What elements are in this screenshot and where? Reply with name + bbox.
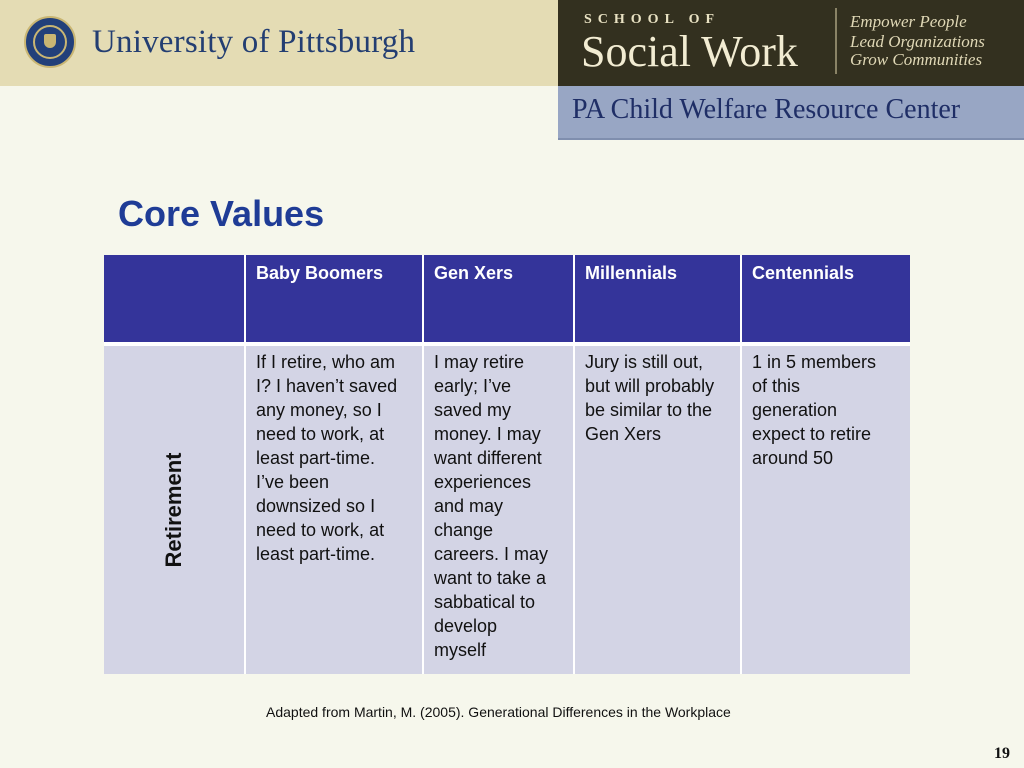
cell-line: be similar to the <box>585 400 713 420</box>
cell-line: saved my <box>434 400 512 420</box>
tagline-line-2: Lead Organizations <box>850 32 985 51</box>
cell-line: expect to retire <box>752 424 872 444</box>
university-name: University of Pittsburgh <box>92 24 416 60</box>
cell-line: Jury is still out, <box>585 352 704 372</box>
cell-line: change <box>434 520 494 540</box>
source-citation: Adapted from Martin, M. (2005). Generational Differences in the Workplace <box>266 704 731 720</box>
row-label: Retirement <box>161 452 186 568</box>
cell-line: early; I’ve <box>434 376 512 396</box>
cell-line: If I retire, who am <box>256 352 396 372</box>
slide-title: Core Values <box>118 193 325 234</box>
row-header-retirement <box>104 346 244 674</box>
core-values-table <box>104 255 910 674</box>
page-number: 19 <box>994 745 1010 762</box>
tagline-line-1: Empower People <box>850 12 967 31</box>
cell-baby-boomers-retirement <box>246 346 422 674</box>
school-of-label: SCHOOL OF <box>584 12 721 27</box>
header-corner-cell <box>104 255 244 342</box>
cell-line: want different <box>434 448 542 468</box>
cell-line: around 50 <box>752 448 834 468</box>
cell-line: 1 in 5 members <box>752 352 877 372</box>
cell-line: and may <box>434 496 504 516</box>
cell-line: I? I haven’t saved <box>256 376 398 396</box>
column-header-baby-boomers: Baby Boomers <box>246 255 422 342</box>
cell-line: least part-time. <box>256 544 376 564</box>
university-seal-icon <box>24 16 76 68</box>
cell-line: myself <box>434 640 487 660</box>
cell-line: any money, so I <box>256 400 382 420</box>
social-work-label: Social Work <box>581 27 798 76</box>
cell-line: of this <box>752 376 801 396</box>
banner-divider <box>835 8 837 74</box>
cell-line: need to work, at <box>256 424 385 444</box>
column-header-gen-xers: Gen Xers <box>424 255 573 342</box>
cell-line: experiences <box>434 472 532 492</box>
cell-line: I may retire <box>434 352 525 372</box>
cell-line: sabbatical to <box>434 592 536 612</box>
cell-gen-xers-retirement <box>424 346 573 674</box>
tagline-line-3: Grow Communities <box>850 50 983 69</box>
cell-line: develop <box>434 616 498 636</box>
cell-line: Gen Xers <box>585 424 662 444</box>
cell-line: careers. I may <box>434 544 549 564</box>
cell-line: but will probably <box>585 376 715 396</box>
resource-center-name: PA Child Welfare Resource Center <box>572 94 961 125</box>
cell-millennials-retirement <box>575 346 740 674</box>
column-header-centennials: Centennials <box>742 255 910 342</box>
cell-line: I’ve been <box>256 472 330 492</box>
cell-line: want to take a <box>434 568 547 588</box>
cell-line: downsized so I <box>256 496 376 516</box>
cell-line: generation <box>752 400 838 420</box>
cell-line: least part-time. <box>256 448 376 468</box>
cell-line: money. I may <box>434 424 541 444</box>
cell-line: need to work, at <box>256 520 385 540</box>
cell-centennials-retirement <box>742 346 910 674</box>
column-header-millennials: Millennials <box>575 255 740 342</box>
